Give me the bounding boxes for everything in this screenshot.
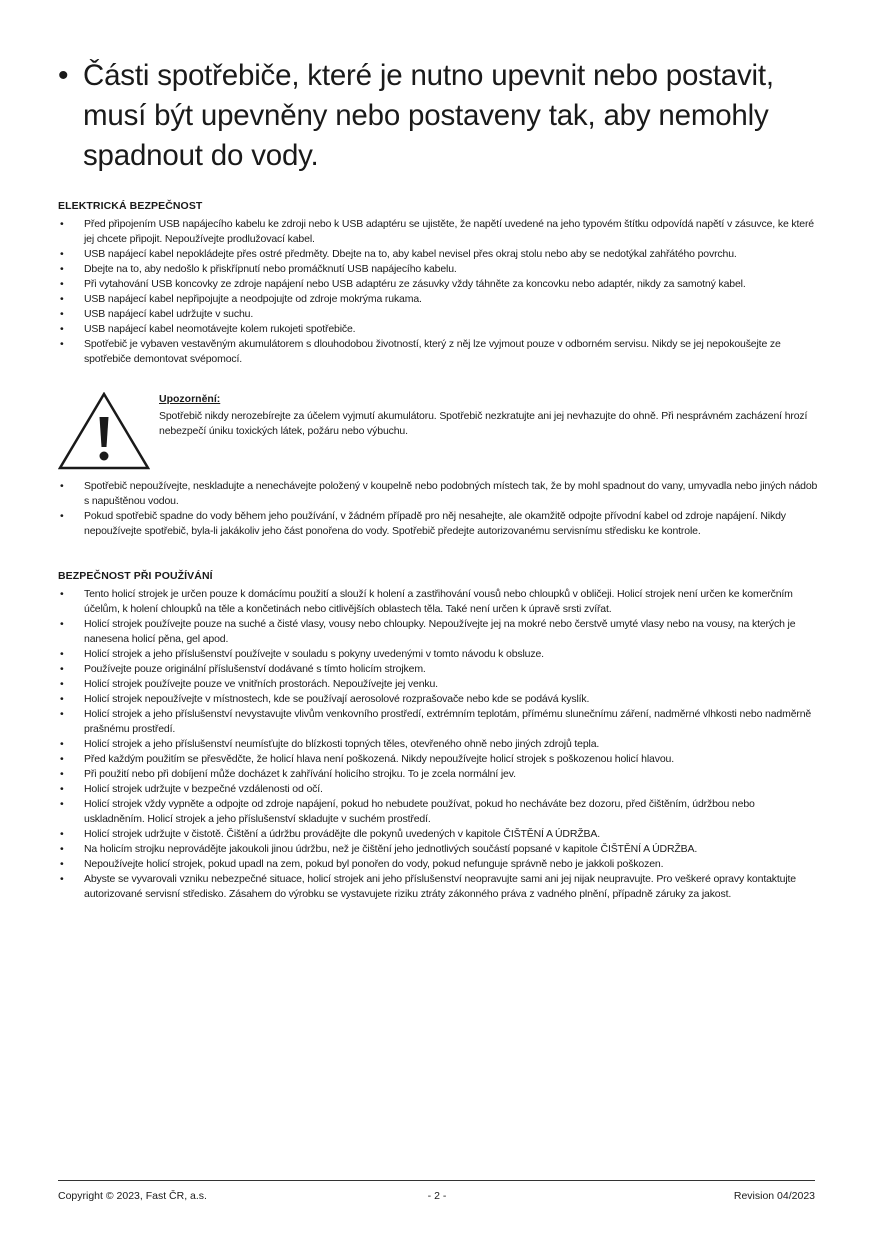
electrical-safety-heading: ELEKTRICKÁ BEZPEČNOST [58, 200, 203, 212]
usage-safety-heading: BEZPEČNOST PŘI POUŽÍVÁNÍ [58, 570, 213, 582]
footer-page-number: - 2 - [427, 1190, 447, 1202]
list-item: • Při použití nebo při dobíjení může docházet k zahřívání holicího strojku. To je zcela normální jev. [58, 767, 818, 782]
list-item: • USB napájecí kabel nepokládejte přes ostré předměty. Dbejte na to, aby kabel nevisel přes okraj stolu nebo aby se nedotýkal zahřátého povrchu. [58, 247, 818, 262]
usage-safety-section [58, 569, 818, 902]
electrical-safety-continued [58, 479, 818, 539]
list-item: • Spotřebič je vybaven vestavěným akumulátorem s dlouhodobou životností, který z něj lze vyjmout pouze v odborném servisu. Nikdy se jej nepokoušejte ze spotřebiče demontovat svépomocí. [58, 337, 818, 367]
list-item: • Používejte pouze originální příslušenství dodávané s tímto holicím strojkem. [58, 662, 818, 677]
list-item: • Holicí strojek a jeho příslušenství nevystavujte vlivům venkovního prostředí, extrémním teplotám, přímému slunečnímu záření, nadměrné vlhkosti nebo nadměrně prašnému prostředí. [58, 707, 818, 737]
intro-text: Části spotřebiče, které je nutno upevnit nebo postavit, musí být upevněny nebo postaveny tak, aby nemohly spadnout do vody. [83, 59, 774, 172]
footer-divider [58, 1180, 815, 1181]
list-item: • Holicí strojek a jeho příslušenství používejte v souladu s pokyny uvedenými v tomto návodu k obsluze. [58, 647, 818, 662]
usage-safety-list [58, 587, 818, 902]
footer-revision: Revision 04/2023 [733, 1190, 815, 1202]
warning-title: Upozornění: [159, 393, 221, 405]
intro-bullet-dot: • [58, 59, 69, 92]
list-item: • Spotřebič nepoužívejte, neskladujte a nenechávejte položený v koupelně nebo podobných místech tak, že by mohl spadnout do vany, umyvadla nebo jiných nádob s napuštěnou vodou. [58, 479, 818, 509]
list-item: • Před každým použitím se přesvědčte, že holicí hlava není poškozená. Nikdy nepoužívejte holicí strojek s poškozenou holicí hlavou. [58, 752, 818, 767]
list-item: • Před připojením USB napájecího kabelu ke zdroji nebo k USB adaptéru se ujistěte, že napětí uvedené na jeho typovém štítku odpovídá napětí v zásuvce, ke které jej chcete připojit. Nepoužívejte prodlužovací kabel. [58, 217, 818, 247]
list-item: • Na holicím strojku neprovádějte jakoukoli jinou údržbu, než je čištění jeho jednotlivých součástí popsané v kapitole ČIŠTĚNÍ A ÚDRŽBA. [58, 842, 818, 857]
footer-copyright: Copyright © 2023, Fast ČR, a.s. [58, 1190, 207, 1202]
list-item: • Holicí strojek používejte pouze ve vnitřních prostorách. Nepoužívejte jej venku. [58, 677, 818, 692]
list-item: • Při vytahování USB koncovky ze zdroje napájení nebo USB adaptéru ze zásuvky vždy táhněte za koncovku nebo adaptér, nikdy za samotný kabel. [58, 277, 818, 292]
warning-text-block [159, 392, 809, 439]
electrical-safety-list-continued [58, 479, 818, 539]
list-item: • Holicí strojek udržujte v čistotě. Čištění a údržbu provádějte dle pokynů uvedených v kapitole ČIŠTĚNÍ A ÚDRŽBA. [58, 827, 818, 842]
list-item: • Abyste se vyvarovali vzniku nebezpečné situace, holicí strojek ani jeho příslušenství neopravujte sami ani jej nijak neupravujte. Pro veškeré opravy kontaktujte autorizované servisní středisko. Zásahem do výrobku se vystavujete riziku ztráty zákonného práva z vadného plnění, případně záruky za jakost. [58, 872, 818, 902]
warning-body: Spotřebič nikdy nerozebírejte za účelem vyjmutí akumulátoru. Spotřebič nezkratujte ani jej nevhazujte do ohně. Při nesprávném zacházení hrozí nebezpečí úniku toxických látek, požáru nebo výbuchu. [159, 410, 808, 437]
list-item: • USB napájecí kabel neomotávejte kolem rukojeti spotřebiče. [58, 322, 818, 337]
list-item: • Tento holicí strojek je určen pouze k domácímu použití a slouží k holení a zastřihování vousů nebo chloupků v obličeji. Holicí strojek není určen ke komerčním účelům, k holení chloupků na těle a končetinách nebo citlivějších oblastech těla. Také není určen k úpravě srsti zvířat. [58, 587, 818, 617]
intro-bullet [58, 56, 818, 176]
warning-box [58, 392, 818, 472]
list-item: • USB napájecí kabel nepřipojujte a neodpojujte od zdroje mokrýma rukama. [58, 292, 818, 307]
list-item: • Dbejte na to, aby nedošlo k přiskřípnutí nebo promáčknutí USB napájecího kabelu. [58, 262, 818, 277]
list-item: • Nepoužívejte holicí strojek, pokud upadl na zem, pokud byl ponořen do vody, pokud nefunguje správně nebo je jakkoli poškozen. [58, 857, 818, 872]
electrical-safety-list [58, 217, 818, 367]
list-item: • Pokud spotřebič spadne do vody během jeho používání, v žádném případě pro něj nesahejte, ale okamžitě odpojte přívodní kabel od zdroje napájení. Nikdy nepoužívejte spotřebič, byla-li jakákoliv jeho část ponořena do vody. Spotřebič předejte autorizovanému servisnímu středisku ke kontrole. [58, 509, 818, 539]
list-item: • Holicí strojek a jeho příslušenství neumísťujte do blízkosti topných těles, otevřeného ohně nebo jiných zdrojů tepla. [58, 737, 818, 752]
list-item: • USB napájecí kabel udržujte v suchu. [58, 307, 818, 322]
warning-triangle-icon [58, 392, 150, 470]
list-item: • Holicí strojek nepoužívejte v místnostech, kde se používají aerosolové rozprašovače nebo kde se podává kyslík. [58, 692, 818, 707]
list-item: • Holicí strojek vždy vypněte a odpojte od zdroje napájení, pokud ho nebudete používat, pokud ho necháváte bez dozoru, před čištěním, údržbou nebo uskladněním. Holicí strojek a jeho příslušenství skladujte v suchém prostředí. [58, 797, 818, 827]
list-item: • Holicí strojek udržujte v bezpečné vzdálenosti od očí. [58, 782, 818, 797]
electrical-safety-section [58, 199, 818, 367]
list-item: • Holicí strojek používejte pouze na suché a čisté vlasy, vousy nebo chloupky. Nepoužívejte jej na mokré nebo čerstvě umyté vlasy nebo na vousy, na kterých je nanesena holicí pěna, gel apod. [58, 617, 818, 647]
